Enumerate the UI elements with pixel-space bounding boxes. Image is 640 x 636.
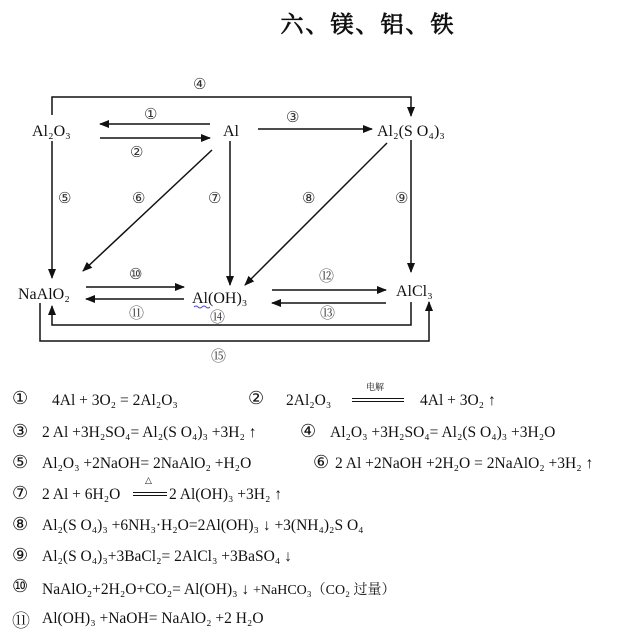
reaction-equation-5: Al₂O₃ +2NaOH= 2NaAlO₂ +H₂O bbox=[42, 455, 252, 472]
node-alcl3: AlCl₃ bbox=[396, 283, 433, 300]
reaction-num-2: ② bbox=[248, 388, 265, 408]
reaction-equation-10 bbox=[42, 579, 396, 599]
reaction-number-6: ⑥ bbox=[132, 191, 146, 207]
reaction-number-2: ② bbox=[130, 145, 144, 161]
reaction-num-11: ⑪ bbox=[12, 611, 30, 631]
condition-electrolysis: 电解 bbox=[366, 383, 385, 393]
reaction-number-7: ⑦ bbox=[208, 191, 222, 207]
node-aloh3: Al(OH)₃ bbox=[192, 290, 248, 307]
node-naalo2: NaAlO₂ bbox=[18, 286, 70, 303]
reaction-lhs-2: 2Al₂O₃ bbox=[286, 392, 332, 409]
reaction-number-3: ③ bbox=[286, 110, 300, 126]
arrow-6 bbox=[83, 150, 212, 271]
reaction-equation-8: Al₂(S O₄)₃ +6NH₃·H₂O=2Al(OH)₃ ↓ +3(NH₄)₂S O₄ bbox=[42, 517, 364, 534]
reaction-equation-6: 2 Al +2NaOH +2H₂O = 2NaAlO₂ +3H₂ ↑ bbox=[335, 455, 594, 472]
reaction-equation-9: Al₂(S O₄)₃+3BaCl₂= 2AlCl₃ +3BaSO₄ ↓ bbox=[42, 548, 292, 565]
reaction-number-13: ⑬ bbox=[320, 306, 336, 322]
reaction-number-14: ⑭ bbox=[210, 310, 226, 326]
reaction-number-4: ④ bbox=[193, 77, 207, 93]
reaction-number-9: ⑨ bbox=[395, 191, 409, 207]
reaction-num-7: ⑦ bbox=[12, 483, 29, 503]
reaction-equation-4: Al₂O₃ +3H₂SO₄= Al₂(S O₄)₃ +3H₂O bbox=[330, 424, 556, 441]
node-al2so43: Al₂(S O₄)₃ bbox=[377, 123, 445, 140]
reaction-num-6: ⑥ bbox=[313, 452, 330, 472]
double-line-7 bbox=[133, 492, 167, 496]
reaction-number-1: ① bbox=[144, 107, 158, 123]
arrow-4 bbox=[52, 97, 411, 116]
reaction-rhs-7: 2 Al(OH)₃ +3H₂ ↑ bbox=[169, 486, 282, 503]
reaction-num-3: ③ bbox=[12, 421, 29, 441]
reaction-equation-10-extra: +NaHCO₃（CO₂ 过量） bbox=[253, 583, 396, 598]
node-al2o3: Al₂O₃ bbox=[32, 123, 71, 140]
reaction-equation-11: Al(OH)₃ +NaOH= NaAlO₂ +2 H₂O bbox=[42, 610, 264, 627]
double-line-2 bbox=[352, 398, 404, 402]
node-al: Al bbox=[223, 123, 239, 140]
reaction-equation-10-main: NaAlO₂+2H₂O+CO₂= Al(OH)₃ ↓ bbox=[42, 581, 250, 598]
reaction-num-1: ① bbox=[12, 388, 29, 408]
reaction-equation-1: 4Al + 3O₂ = 2Al₂O₃ bbox=[52, 392, 178, 409]
reaction-number-10: ⑩ bbox=[129, 267, 143, 283]
page-title: 六、镁、铝、铁 bbox=[280, 12, 456, 38]
reaction-lhs-7: 2 Al + 6H₂O bbox=[42, 486, 121, 503]
reaction-num-9: ⑨ bbox=[12, 545, 29, 565]
condition-heat: △ bbox=[145, 475, 152, 485]
reaction-num-4: ④ bbox=[300, 421, 317, 441]
arrow-8 bbox=[245, 143, 387, 285]
reaction-num-10: ⑩ bbox=[12, 576, 29, 596]
reaction-rhs-2: 4Al + 3O₂ ↑ bbox=[420, 392, 496, 409]
reaction-number-11: ⑪ bbox=[129, 306, 145, 322]
reaction-number-12: ⑫ bbox=[319, 269, 335, 285]
reaction-number-15: ⑮ bbox=[211, 349, 227, 365]
reaction-number-8: ⑧ bbox=[302, 191, 316, 207]
reaction-equation-3: 2 Al +3H₂SO₄= Al₂(S O₄)₃ +3H₂ ↑ bbox=[42, 424, 257, 441]
reaction-num-8: ⑧ bbox=[12, 514, 29, 534]
reaction-num-5: ⑤ bbox=[12, 452, 29, 472]
reaction-number-5: ⑤ bbox=[58, 191, 72, 207]
arrow-15 bbox=[40, 302, 429, 341]
